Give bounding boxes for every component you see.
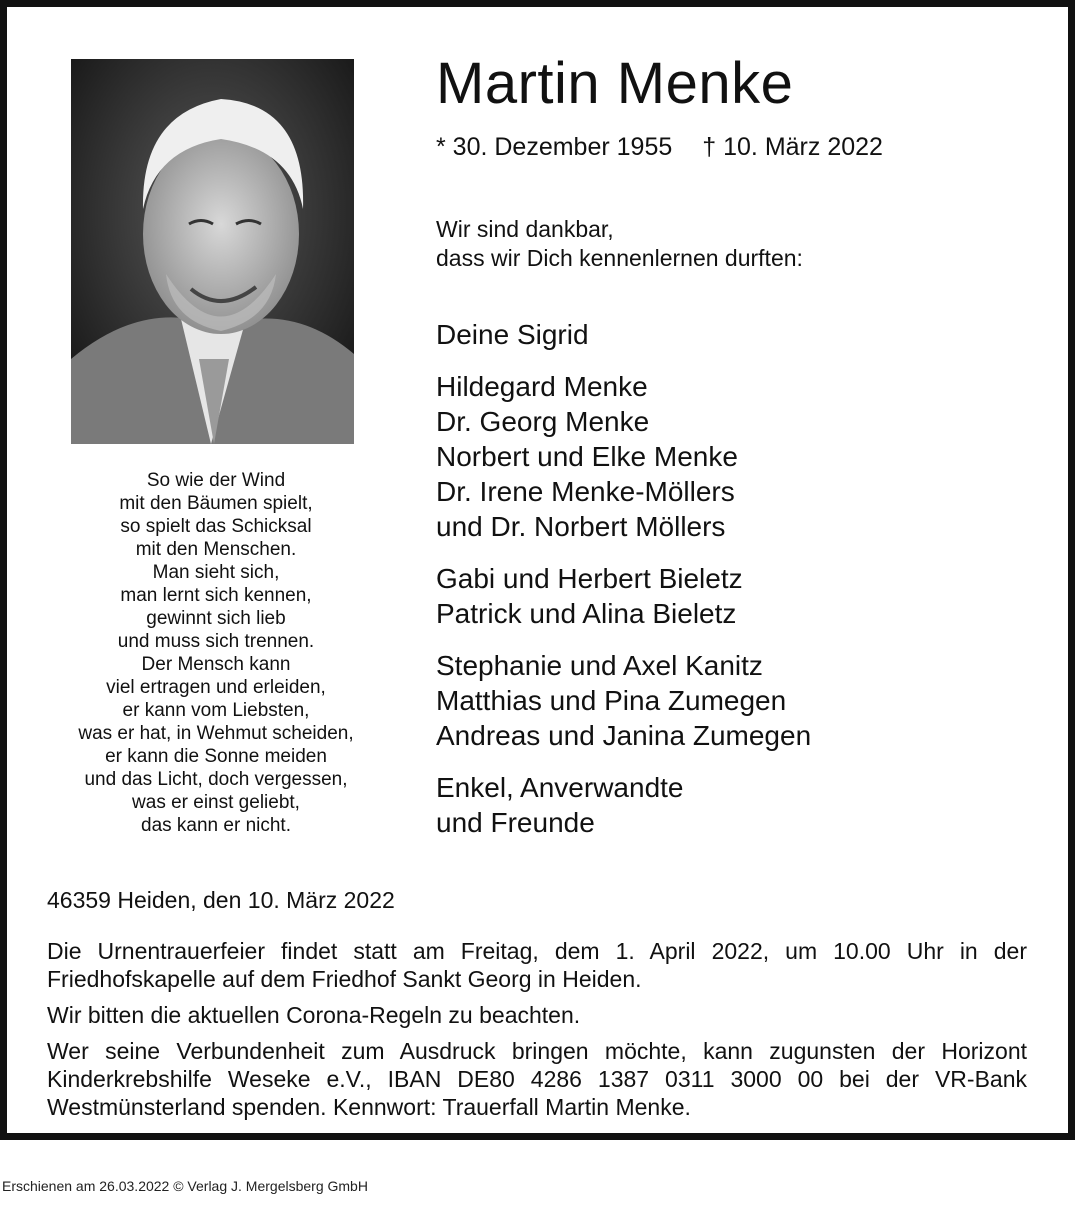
mourner-group xyxy=(436,369,811,544)
mourner-name: Stephanie und Axel Kanitz xyxy=(436,650,763,681)
poem-line: Der Mensch kann xyxy=(141,654,291,675)
portrait-photo xyxy=(71,59,354,444)
thanks-line: Wir sind dankbar, xyxy=(436,216,614,242)
mourner-name: Norbert und Elke Menke xyxy=(436,441,738,472)
mourner-name: Matthias und Pina Zumegen xyxy=(436,685,787,716)
mourner-name: Hildegard Menke xyxy=(436,371,648,402)
funeral-note: Die Urnentrauerfeier findet statt am Freitag, dem 1. April 2022, um 10.00 Uhr in der Friedhofskapelle auf dem Friedhof Sankt Georg in Heiden. xyxy=(47,938,1027,992)
place-date: 46359 Heiden, den 10. März 2022 xyxy=(47,887,395,913)
mourner-name: Patrick und Alina Bieletz xyxy=(436,598,737,629)
poem-line: was er einst geliebt, xyxy=(132,792,300,813)
poem-line: man lernt sich kennen, xyxy=(120,585,312,606)
mourner-name: Dr. Irene Menke-Möllers xyxy=(436,476,735,507)
mourner-name: und Dr. Norbert Möllers xyxy=(436,511,726,542)
deceased-name: Martin Menke xyxy=(436,51,794,116)
thanks-text xyxy=(436,215,803,273)
poem-line: so spielt das Schicksal xyxy=(120,516,312,537)
poem-line: mit den Menschen. xyxy=(135,539,297,560)
mourner-group xyxy=(436,648,811,753)
poem-line: gewinnt sich lieb xyxy=(146,608,286,629)
poem-line: viel ertragen und erleiden, xyxy=(106,677,326,698)
poem-line: mit den Bäumen spielt, xyxy=(119,493,313,514)
poem-line: das kann er nicht. xyxy=(141,815,291,836)
mourner-name: Deine Sigrid xyxy=(436,319,589,350)
poem-line: und das Licht, doch vergessen, xyxy=(84,769,348,790)
publication-footer: Erschienen am 26.03.2022 © Verlag J. Mergelsberg GmbH xyxy=(2,1178,368,1194)
mourner-group xyxy=(436,561,811,631)
mourner-group xyxy=(436,770,811,840)
thanks-line: dass wir Dich kennenlernen durften: xyxy=(436,245,803,271)
mourner-name: Dr. Georg Menke xyxy=(436,406,650,437)
poem xyxy=(41,469,391,837)
mourner-name: Enkel, Anverwandte xyxy=(436,772,684,803)
donation-note: Wer seine Verbundenheit zum Ausdruck bringen möchte, kann zugunsten der Horizont Kinderkrebshilfe Weseke e.V., IBAN DE80 4286 1387 0311 3000 00 bei der VR-Bank Westmünsterland spenden. Kennwort: Trauerfall Martin Menke. xyxy=(47,1038,1027,1120)
poem-line: und muss sich trennen. xyxy=(117,631,315,652)
poem-line: was er hat, in Wehmut scheiden, xyxy=(78,723,354,744)
poem-line: er kann vom Liebsten, xyxy=(122,700,310,721)
death-date: † 10. März 2022 xyxy=(702,133,883,161)
poem-line: er kann die Sonne meiden xyxy=(105,746,327,767)
notes xyxy=(47,937,1027,1129)
birth-date: * 30. Dezember 1955 xyxy=(436,133,673,161)
poem-line: Man sieht sich, xyxy=(152,562,280,583)
mourner-name: und Freunde xyxy=(436,807,595,838)
mourners-list xyxy=(436,317,811,857)
corona-note: Wir bitten die aktuellen Corona-Regeln zu beachten. xyxy=(47,1002,581,1028)
life-dates xyxy=(436,131,883,163)
poem-line: So wie der Wind xyxy=(146,470,286,491)
mourner-name: Gabi und Herbert Bieletz xyxy=(436,563,743,594)
mourner-group xyxy=(436,317,811,352)
mourner-name: Andreas und Janina Zumegen xyxy=(436,720,812,751)
